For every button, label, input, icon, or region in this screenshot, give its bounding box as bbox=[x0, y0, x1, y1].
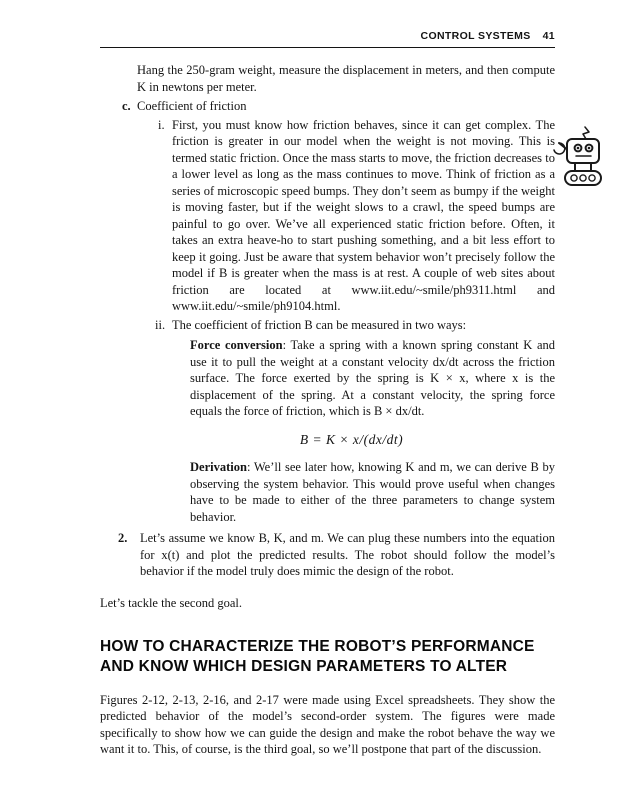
force-conversion-paragraph bbox=[190, 337, 555, 420]
page-body bbox=[100, 62, 555, 758]
item-2-text: Let’s assume we know B, K, and m. We can plug these numbers into the equation for x(t) and plot the predicted results. The robot should follow the model’s behavior if the model truly does mimic the design of the robot. bbox=[140, 531, 555, 579]
force-conversion-text: : Take a spring with a known spring constant K and use it to pull the weight at a constant velocity dx/dt across the friction surface. The force exerted by the spring is K × x, where x is the displacement of the spring. At a constant velocity, the spring force equals the force of friction, which is B × dx/dt. bbox=[190, 338, 555, 418]
section-heading-line2: AND KNOW WHICH DESIGN PARAMETERS TO ALTER bbox=[100, 658, 508, 676]
list-marker-2: 2. bbox=[118, 531, 128, 546]
list-item-2 bbox=[118, 530, 555, 580]
item-ii-text: The coefficient of friction B can be measured in two ways: bbox=[172, 317, 467, 332]
closing-paragraph: Figures 2-12, 2-13, 2-16, and 2-17 were made using Excel spreadsheets. They show the predicted behavior of the model’s second-order system. The figures were made specifically to show how we can guide the design and make the robot behave the way we want it to. This, of course, is the third goal, so we’ll postpone that part of the discussion. bbox=[100, 692, 555, 757]
friction-equation: B = K × x/(dx/dt) bbox=[299, 431, 404, 447]
list-marker-i: i. bbox=[158, 117, 165, 132]
list-item-i bbox=[158, 117, 555, 315]
section-heading-line1: HOW TO CHARACTERIZE THE ROBOT’S PERFORMANCE bbox=[100, 638, 535, 656]
item-c-title: Coefficient of friction bbox=[137, 99, 247, 113]
intro-paragraph: Hang the 250-gram weight, measure the displacement in meters, and then compute K in newtons per meter. bbox=[137, 63, 555, 94]
page-number: 41 bbox=[542, 30, 555, 42]
list-item-ii bbox=[155, 317, 555, 526]
robot-icon bbox=[552, 126, 612, 196]
tackle-paragraph: Let’s tackle the second goal. bbox=[100, 595, 242, 610]
derivation-label: Derivation bbox=[190, 460, 247, 475]
page-header bbox=[100, 30, 555, 48]
list-marker-c: c. bbox=[122, 99, 131, 113]
section-heading bbox=[100, 637, 555, 677]
list-marker-ii: ii. bbox=[155, 317, 166, 332]
item-i-text: First, you must know how friction behaves, since it can get complex. The friction is greater in our model when the weight is not moving. This is termed static friction. Once the mass starts to move, the friction decreases to a lower level as long as the mass continues to move. Think of friction as a series of microscopic speed bumps. They don’t seem as bumpy if the weight is moving faster, but if the weight slows to a crawl, the speed bumps are painful to go over. We’ve all experienced static friction before. Often, it takes an extra heave-ho to start pushing something, and a bit less effort to keep it going. Just be aware that system behavior won’t precisely follow the model if B is greater when the mass is at rest. A couple of web sites about friction are located at www.iit.edu/~smile/ph9311.html and www.iit.edu/~smile/ph9104.html. bbox=[172, 117, 555, 313]
running-head: CONTROL SYSTEMS bbox=[420, 30, 531, 42]
list-item-c bbox=[122, 98, 555, 525]
robot-illustration-icon bbox=[552, 126, 612, 196]
derivation-text: : We’ll see later how, knowing K and m, we can derive B by observing the system behavior. This would prove useful when changes have to be made to either of the three parameters to change system behavior. bbox=[190, 460, 555, 524]
derivation-paragraph bbox=[190, 459, 555, 525]
force-conversion-label: Force conversion bbox=[190, 338, 283, 352]
